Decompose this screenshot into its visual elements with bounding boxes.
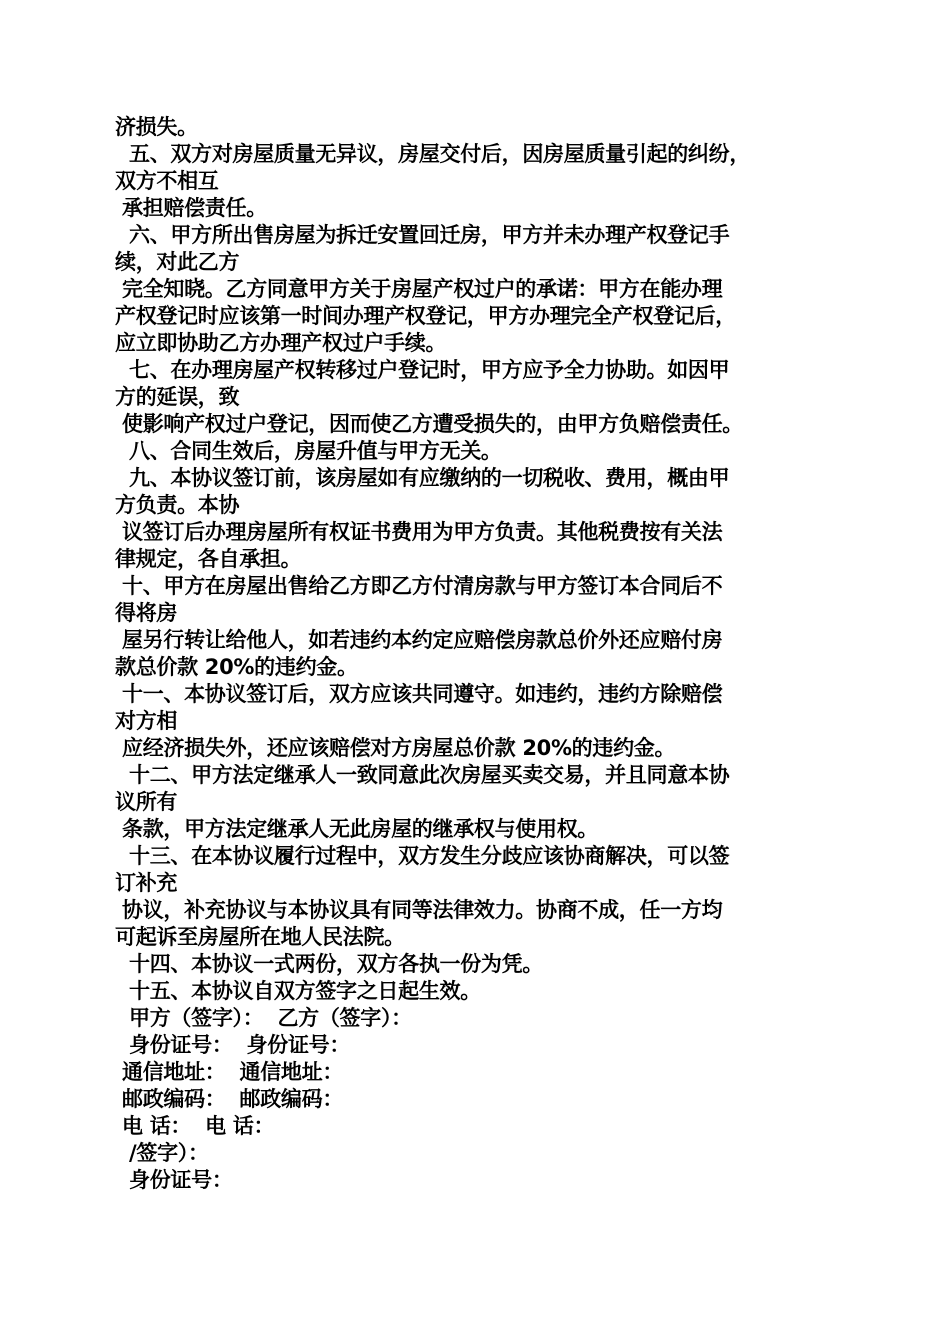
text-line: 十五、本协议自双方签字之日起生效。 (115, 979, 481, 1003)
text-line: 济损失。 (115, 115, 198, 139)
signature-field-line: 甲方（签字）： 乙方（签字）： (115, 1006, 412, 1030)
text-line: 屋另行转让给他人，如若违约本约定应赔偿房款总价外还应赔付房 (115, 628, 723, 652)
document-body (115, 114, 835, 1194)
text-line: 协议，补充协议与本协议具有同等法律效力。协商不成，任一方均 (115, 898, 723, 922)
text-line: 双方不相互 (115, 169, 219, 193)
text-line: 续，对此乙方 (115, 250, 240, 274)
signature-field-line: /签字）： (115, 1141, 209, 1165)
text-line: 条款，甲方法定继承人无此房屋的继承权与使用权。 (115, 817, 599, 841)
signature-field-line: 电 话： 电 话： (115, 1114, 275, 1138)
text-line: 议所有 (115, 790, 178, 814)
signature-field-line: 邮政编码： 邮政编码： (115, 1087, 344, 1111)
text-line: 九、本协议签订前，该房屋如有应缴纳的一切税收、费用，概由甲 (115, 466, 730, 490)
text-line: 可起诉至房屋所在地人民法院。 (115, 925, 405, 949)
text-line: 承担赔偿责任。 (115, 196, 267, 220)
text-line: 十二、甲方法定继承人一致同意此次房屋买卖交易，并且同意本协 (115, 763, 730, 787)
signature-field-line: 身份证号： (115, 1168, 233, 1192)
text-line: 完全知晓。乙方同意甲方关于房屋产权过户的承诺：甲方在能办理 (115, 277, 723, 301)
text-line: 应立即协助乙方办理产权过户手续。 (115, 331, 447, 355)
text-line: 十三、在本协议履行过程中，双方发生分歧应该协商解决，可以签 (115, 844, 730, 868)
text-line: 款总价款 20%的违约金。 (115, 655, 358, 679)
text-line: 十、甲方在房屋出售给乙方即乙方付清房款与甲方签订本合同后不 (115, 574, 723, 598)
text-line: 议签订后办理房屋所有权证书费用为甲方负责。其他税费按有关法 (115, 520, 723, 544)
text-line: 方的延误，致 (115, 385, 240, 409)
text-line: 得将房 (115, 601, 178, 625)
text-line: 六、甲方所出售房屋为拆迁安置回迁房，甲方并未办理产权登记手 (115, 223, 730, 247)
text-line: 七、在办理房屋产权转移过户登记时，甲方应予全力协助。如因甲 (115, 358, 730, 382)
text-line: 订补充 (115, 871, 178, 895)
text-line: 方负责。本协 (115, 493, 240, 517)
text-line: 应经济损失外，还应该赔偿对方房屋总价款 20%的违约金。 (115, 736, 676, 760)
text-line: 八、合同生效后，房屋升值与甲方无关。 (115, 439, 502, 463)
text-line: 五、双方对房屋质量无异议，房屋交付后，因房屋质量引起的纠纷， (115, 142, 751, 166)
signature-field-line: 身份证号： 身份证号： (115, 1033, 351, 1057)
text-line: 十四、本协议一式两份，双方各执一份为凭。 (115, 952, 544, 976)
text-line: 产权登记时应该第一时间办理产权登记，甲方办理完全产权登记后， (115, 304, 736, 328)
text-line: 律规定，各自承担。 (115, 547, 302, 571)
text-line: 对方相 (115, 709, 178, 733)
text-line: 使影响产权过户登记，因而使乙方遭受损失的，由甲方负赔偿责任。 (115, 412, 744, 436)
text-line: 十一、本协议签订后，双方应该共同遵守。如违约，违约方除赔偿 (115, 682, 723, 706)
signature-field-line: 通信地址： 通信地址： (115, 1060, 344, 1084)
